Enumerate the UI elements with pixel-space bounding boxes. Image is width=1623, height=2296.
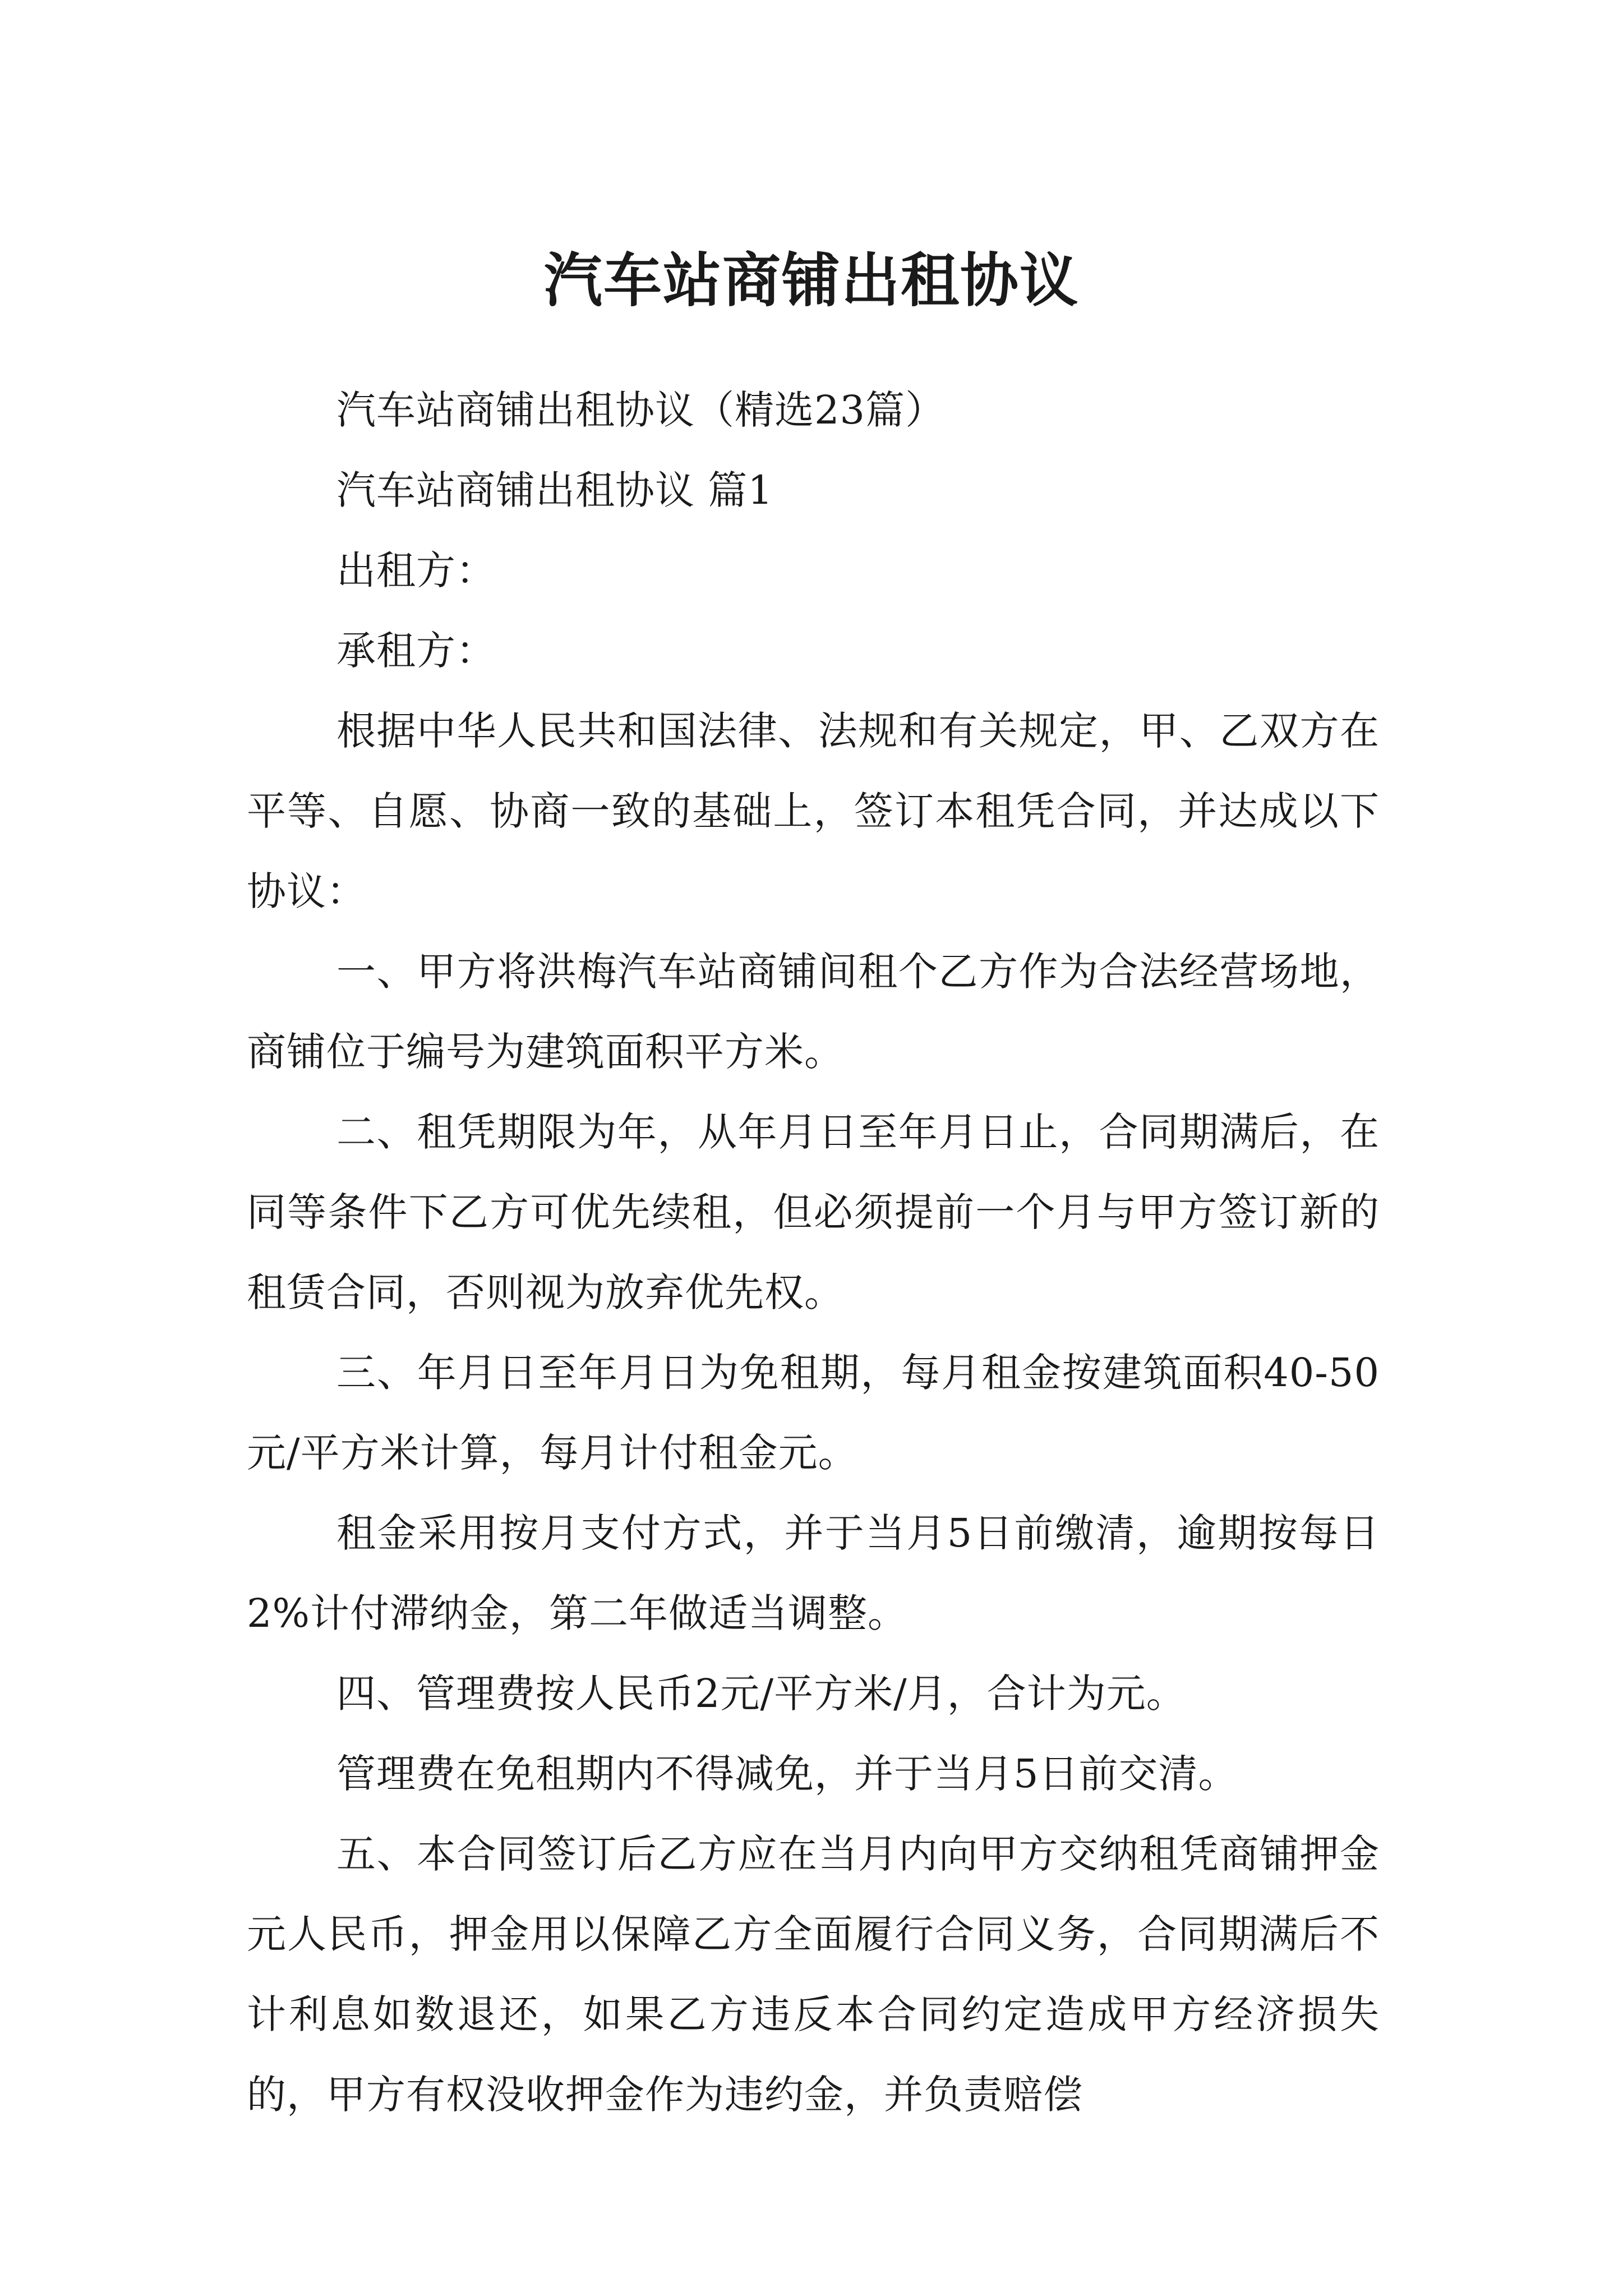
paragraph-clause-1: 一、甲方将洪梅汽车站商铺间租个乙方作为合法经营场地，商铺位于编号为建筑面积平方米。: [247, 949, 1380, 1075]
paragraph-preamble: 根据中华人民共和国法律、法规和有关规定，甲、乙双方在平等、自愿、协商一致的基础上，签订本租凭合同，并达成以下协议：: [247, 708, 1380, 914]
paragraph-subtitle: 汽车站商铺出租协议（精选23篇）: [336, 387, 946, 433]
paragraph-lessor: 出租方：: [336, 547, 496, 593]
paragraph-rent-payment: 租金采用按月支付方式，并于当月5日前缴清，逾期按每日2%计付滞纳金，第二年做适当调整。: [247, 1510, 1380, 1636]
paragraph-clause-3: 三、年月日至年月日为免租期，每月租金按建筑面积40-50元/平方米计算，每月计付租金元。: [247, 1350, 1380, 1476]
paragraph-clause-4: 四、管理费按人民币2元/平方米/月，合计为元。: [336, 1671, 1186, 1717]
document-title: 汽车站商铺出租协议: [543, 245, 1079, 315]
paragraph-section-heading: 汽车站商铺出租协议 篇1: [336, 467, 773, 513]
paragraph-clause-2: 二、租凭期限为年，从年月日至年月日止，合同期满后，在同等条件下乙方可优先续租，但必须提前一个月与甲方签订新的租赁合同，否则视为放弃优先权。: [247, 1109, 1380, 1315]
document-body: [247, 370, 1380, 2135]
paragraph-management-fee: 管理费在免租期内不得减免，并于当月5日前交清。: [336, 1751, 1238, 1797]
paragraph-lessee: 承租方：: [336, 628, 496, 674]
paragraph-clause-5: 五、本合同签订后乙方应在当月内向甲方交纳租凭商铺押金元人民币，押金用以保障乙方全面履行合同义务，合同期满后不计利息如数退还，如果乙方违反本合同约定造成甲方经济损失的，甲方有权没收押金作为违约金，并负责赔偿: [247, 1831, 1380, 2118]
